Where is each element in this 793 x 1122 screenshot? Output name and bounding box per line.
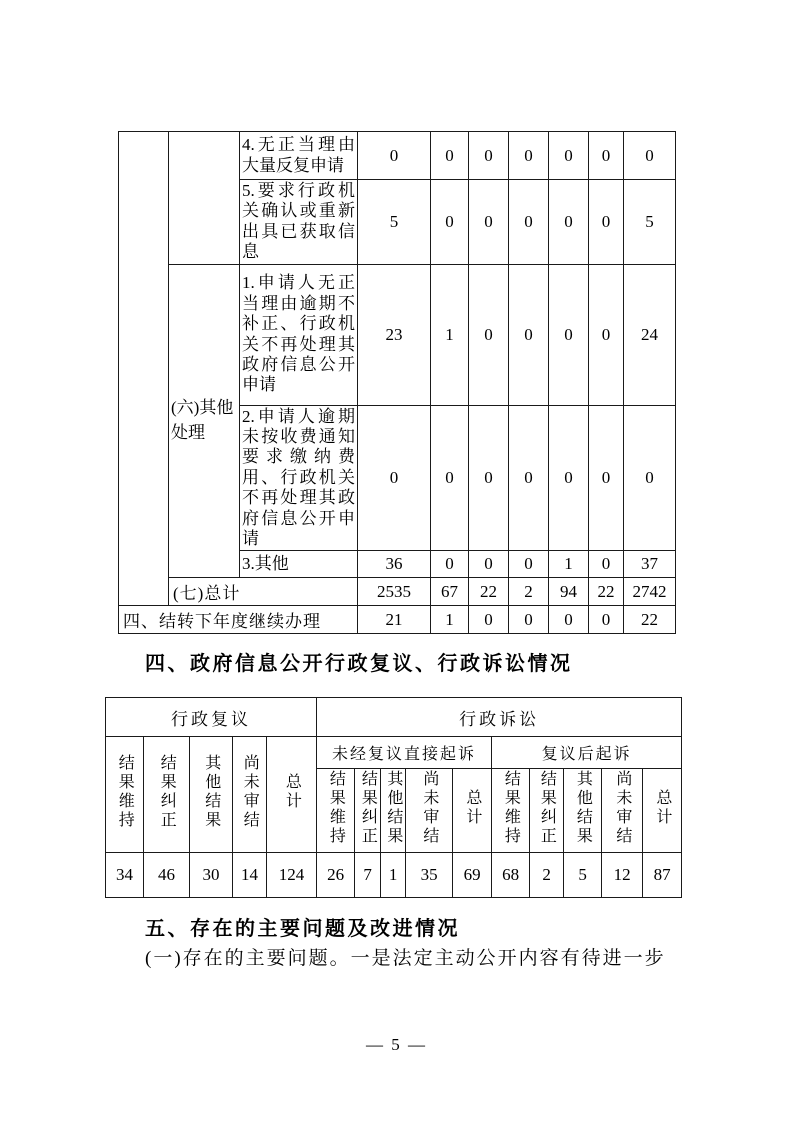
value-cell: 67 <box>431 578 469 606</box>
col-header: 尚未审结 <box>233 737 267 853</box>
value-cell: 0 <box>549 180 589 265</box>
value-cell: 68 <box>492 853 530 898</box>
value-cell: 0 <box>509 405 549 551</box>
value-cell: 2 <box>509 578 549 606</box>
value-cell: 0 <box>469 551 509 578</box>
value-cell: 30 <box>190 853 233 898</box>
col-header: 结果纠正 <box>144 737 190 853</box>
value-cell: 0 <box>431 132 469 180</box>
value-cell: 0 <box>358 132 431 180</box>
value-cell: 7 <box>355 853 381 898</box>
value-cell: 0 <box>589 606 624 634</box>
value-cell: 2535 <box>358 578 431 606</box>
row-label: 5.要求行政机关确认或重新出具已获取信息 <box>240 180 358 265</box>
value-cell: 0 <box>509 180 549 265</box>
value-cell: 0 <box>469 405 509 551</box>
value-cell: 2 <box>530 853 564 898</box>
value-cell: 5 <box>564 853 602 898</box>
col-header: 尚未审结 <box>406 769 453 853</box>
page-number: — 5 — <box>366 1035 427 1054</box>
review-litigation-table <box>105 697 682 898</box>
col-header: 结果维持 <box>492 769 530 853</box>
col-header: 结果纠正 <box>355 769 381 853</box>
value-cell: 37 <box>624 551 676 578</box>
value-cell: 0 <box>431 180 469 265</box>
value-cell: 1 <box>431 606 469 634</box>
value-cell: 1 <box>381 853 406 898</box>
group-header-litigation: 行政诉讼 <box>317 698 682 737</box>
row-label: 4.无正当理由大量反复申请 <box>240 132 358 180</box>
value-cell: 14 <box>233 853 267 898</box>
value-cell: 0 <box>549 606 589 634</box>
value-cell: 0 <box>589 551 624 578</box>
value-cell: 24 <box>624 264 676 405</box>
value-cell: 0 <box>509 551 549 578</box>
value-cell: 124 <box>267 853 317 898</box>
row-label: 1.申请人无正当理由逾期不补正、行政机关不再处理其政府信息公开申请 <box>240 264 358 405</box>
value-cell: 0 <box>589 180 624 265</box>
row-label: 2.申请人逾期未按收费通知要求缴纳费用、行政机关不再处理其政府信息公开申请 <box>240 405 358 551</box>
value-cell: 12 <box>602 853 643 898</box>
value-cell: 0 <box>509 606 549 634</box>
value-cell: 0 <box>589 264 624 405</box>
value-cell: 0 <box>549 405 589 551</box>
value-cell: 0 <box>358 405 431 551</box>
value-cell: 0 <box>624 132 676 180</box>
value-cell: 5 <box>624 180 676 265</box>
value-cell: 0 <box>509 132 549 180</box>
group-header-review: 行政复议 <box>106 698 317 737</box>
col-header: 结果纠正 <box>530 769 564 853</box>
value-cell: 0 <box>431 405 469 551</box>
value-cell: 1 <box>549 551 589 578</box>
value-cell: 36 <box>358 551 431 578</box>
col-header: 其他结果 <box>564 769 602 853</box>
col-header: 总计 <box>453 769 492 853</box>
value-cell: 0 <box>469 180 509 265</box>
value-cell: 0 <box>589 132 624 180</box>
col-header: 总计 <box>643 769 682 853</box>
empty-cell <box>169 132 240 265</box>
value-cell: 0 <box>469 132 509 180</box>
value-cell: 1 <box>431 264 469 405</box>
row-label-carryover: 四、结转下年度继续办理 <box>119 606 358 634</box>
col-header: 尚未审结 <box>602 769 643 853</box>
col-header: 结果维持 <box>106 737 144 853</box>
value-cell: 22 <box>469 578 509 606</box>
value-cell: 0 <box>624 405 676 551</box>
empty-cell <box>119 132 169 606</box>
value-cell: 0 <box>549 264 589 405</box>
col-header: 总计 <box>267 737 317 853</box>
value-cell: 0 <box>549 132 589 180</box>
value-cell: 69 <box>453 853 492 898</box>
group-label-other-handling: (六)其他处理 <box>169 264 240 578</box>
value-cell: 26 <box>317 853 355 898</box>
group-header-direct-suit: 未经复议直接起诉 <box>317 737 492 769</box>
row-label: 3.其他 <box>240 551 358 578</box>
section-heading-review-litigation: 四、政府信息公开行政复议、行政诉讼情况 <box>145 653 573 675</box>
row-label-total: (七)总计 <box>169 578 358 606</box>
col-header: 结果维持 <box>317 769 355 853</box>
value-cell: 5 <box>358 180 431 265</box>
value-cell: 46 <box>144 853 190 898</box>
value-cell: 0 <box>469 264 509 405</box>
col-header: 其他结果 <box>381 769 406 853</box>
value-cell: 23 <box>358 264 431 405</box>
value-cell: 22 <box>589 578 624 606</box>
value-cell: 0 <box>509 264 549 405</box>
value-cell: 21 <box>358 606 431 634</box>
value-cell: 34 <box>106 853 144 898</box>
value-cell: 0 <box>431 551 469 578</box>
value-cell: 0 <box>589 405 624 551</box>
value-cell: 87 <box>643 853 682 898</box>
value-cell: 35 <box>406 853 453 898</box>
col-header: 其他结果 <box>190 737 233 853</box>
value-cell: 22 <box>624 606 676 634</box>
applications-table <box>118 131 676 634</box>
group-header-suit-after-review: 复议后起诉 <box>492 737 682 769</box>
section-heading-problems-improvements: 五、存在的主要问题及改进情况 <box>145 918 460 940</box>
value-cell: 94 <box>549 578 589 606</box>
value-cell: 2742 <box>624 578 676 606</box>
value-cell: 0 <box>469 606 509 634</box>
body-paragraph: (一)存在的主要问题。一是法定主动公开内容有待进一步 <box>145 948 666 969</box>
